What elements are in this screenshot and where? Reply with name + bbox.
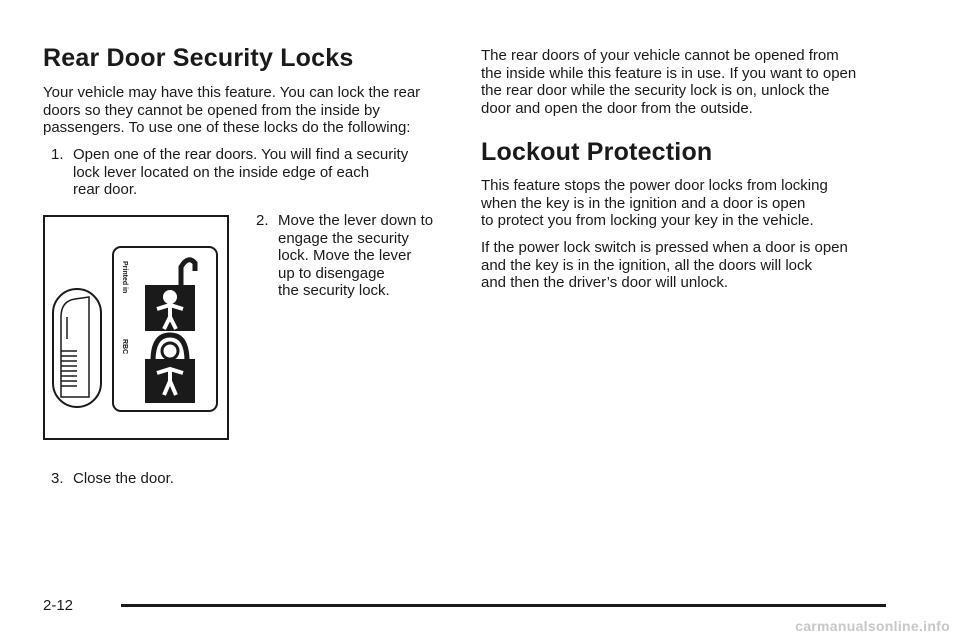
child-unlocked-icon — [145, 260, 195, 331]
lever-grip — [61, 351, 77, 386]
lever-housing — [53, 289, 101, 407]
footer-rule — [121, 604, 886, 607]
watermark: carmanualsonline.info — [795, 618, 950, 634]
section-title-lockout-protection: Lockout Protection — [481, 138, 713, 166]
step-text: Close the door. — [73, 470, 174, 487]
step-text: Move the lever down to engage the security lock. Move the lever up to disengage the security lock. — [278, 212, 434, 299]
printed-in-label: Printed in — [121, 261, 128, 294]
security-lock-diagram — [45, 217, 227, 438]
rear-door-intro-paragraph: Your vehicle may have this feature. You can lock the rear doors so they cannot be opened from the inside by passengers. To use one of these locks do the following: — [43, 84, 421, 136]
step-number: 3. — [51, 470, 64, 487]
step-number: 1. — [51, 146, 64, 163]
lockout-paragraph-2: If the power lock switch is pressed when a door is open and the key is in the ignition, all the doors will lock and then the driver’s door will unlock. — [481, 239, 848, 291]
lever-body — [61, 297, 89, 397]
code-label: RBC — [121, 339, 128, 355]
step-number: 2. — [256, 212, 269, 229]
rear-door-continued-paragraph: The rear doors of your vehicle cannot be opened from the inside while this feature is in use. If you want to open the rear door while the security lock is on, unlock the door and open the door from the outside. — [481, 47, 857, 117]
lockout-paragraph-1: This feature stops the power door locks from locking when the key is in the ignition and a door is open to protect you from locking your key in the vehicle. — [481, 177, 828, 229]
child-locked-icon — [145, 335, 195, 403]
page-number: 2-12 — [43, 597, 74, 614]
security-lock-illustration — [43, 215, 229, 440]
section-title-rear-door-security-locks: Rear Door Security Locks — [43, 44, 354, 72]
step-text: Open one of the rear doors. You will find a security lock lever located on the inside edge of each rear door. — [73, 146, 409, 198]
